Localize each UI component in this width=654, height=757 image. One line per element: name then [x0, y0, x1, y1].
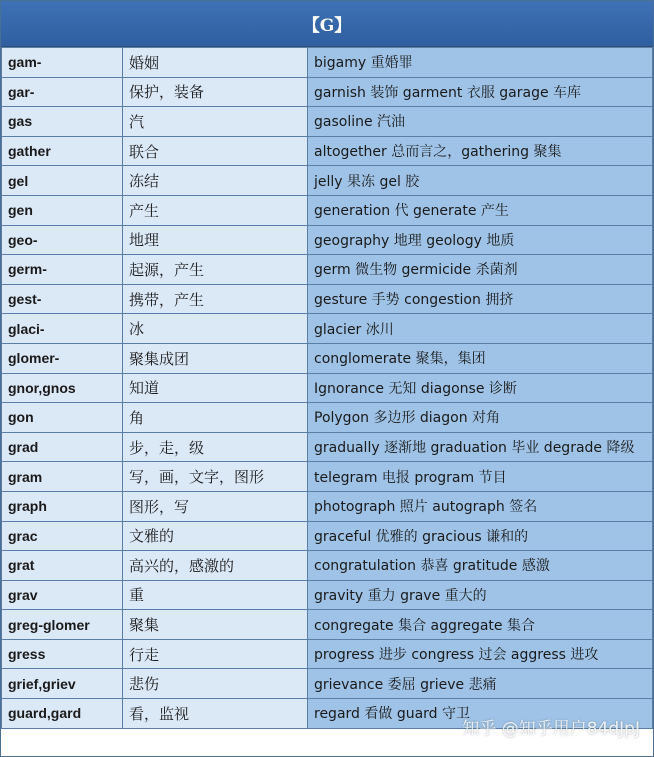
table-row — [2, 343, 653, 373]
examples-cell: gradually 逐渐地 graduation 毕业 degrade 降级 — [308, 432, 653, 462]
root-cell: guard,gard — [2, 699, 123, 729]
meaning-cell: 知道 — [123, 373, 308, 403]
table-row — [2, 107, 653, 137]
examples-cell: graceful 优雅的 gracious 谦和的 — [308, 521, 653, 551]
examples-cell: gravity 重力 grave 重大的 — [308, 580, 653, 610]
meaning-cell: 角 — [123, 403, 308, 433]
examples-cell: Polygon 多边形 diagon 对角 — [308, 403, 653, 433]
table-row — [2, 610, 653, 640]
root-cell: grief,griev — [2, 669, 123, 699]
meaning-cell: 保护，装备 — [123, 77, 308, 107]
table-row — [2, 195, 653, 225]
meaning-cell: 聚集成团 — [123, 343, 308, 373]
table-row — [2, 639, 653, 669]
root-cell: gar- — [2, 77, 123, 107]
root-cell: gen — [2, 195, 123, 225]
root-cell: germ- — [2, 255, 123, 285]
examples-cell: generation 代 generate 产生 — [308, 195, 653, 225]
word-root-grid — [1, 47, 653, 729]
meaning-cell: 冻结 — [123, 166, 308, 196]
meaning-cell: 悲伤 — [123, 669, 308, 699]
examples-cell: telegram 电报 program 节目 — [308, 462, 653, 492]
table-row — [2, 136, 653, 166]
root-cell: glaci- — [2, 314, 123, 344]
table-row — [2, 373, 653, 403]
examples-cell: jelly 果冻 gel 胶 — [308, 166, 653, 196]
examples-cell: bigamy 重婚罪 — [308, 48, 653, 78]
root-cell: geo- — [2, 225, 123, 255]
examples-cell: garnish 装饰 garment 衣服 garage 车库 — [308, 77, 653, 107]
examples-cell: regard 看做 guard 守卫 — [308, 699, 653, 729]
examples-cell: altogether 总而言之，gathering 聚集 — [308, 136, 653, 166]
meaning-cell: 步，走，级 — [123, 432, 308, 462]
root-cell: grac — [2, 521, 123, 551]
root-cell: grat — [2, 551, 123, 581]
root-cell: gon — [2, 403, 123, 433]
meaning-cell: 行走 — [123, 639, 308, 669]
table-row — [2, 284, 653, 314]
examples-cell: Ignorance 无知 diagonse 诊断 — [308, 373, 653, 403]
meaning-cell: 图形，写 — [123, 491, 308, 521]
table-row — [2, 551, 653, 581]
root-cell: gram — [2, 462, 123, 492]
meaning-cell: 聚集 — [123, 610, 308, 640]
root-cell: graph — [2, 491, 123, 521]
root-cell: greg-glomer — [2, 610, 123, 640]
root-cell: gather — [2, 136, 123, 166]
table-row — [2, 403, 653, 433]
meaning-cell: 起源，产生 — [123, 255, 308, 285]
examples-cell: conglomerate 聚集，集团 — [308, 343, 653, 373]
root-cell: gest- — [2, 284, 123, 314]
table-row — [2, 669, 653, 699]
root-cell: grad — [2, 432, 123, 462]
table-row — [2, 314, 653, 344]
table-row — [2, 491, 653, 521]
root-cell: gam- — [2, 48, 123, 78]
table-row — [2, 521, 653, 551]
meaning-cell: 看，监视 — [123, 699, 308, 729]
table-row — [2, 580, 653, 610]
root-cell: glomer- — [2, 343, 123, 373]
root-cell: grav — [2, 580, 123, 610]
examples-cell: photograph 照片 autograph 签名 — [308, 491, 653, 521]
table-body — [2, 48, 653, 729]
root-cell: gas — [2, 107, 123, 137]
watermark: 知乎 @知乎用户84dJpJ — [462, 719, 640, 739]
meaning-cell: 写，画，文字，图形 — [123, 462, 308, 492]
meaning-cell: 重 — [123, 580, 308, 610]
examples-cell: gasoline 汽油 — [308, 107, 653, 137]
meaning-cell: 产生 — [123, 195, 308, 225]
meaning-cell: 联合 — [123, 136, 308, 166]
table-row — [2, 255, 653, 285]
table-row — [2, 432, 653, 462]
root-cell: gel — [2, 166, 123, 196]
examples-cell: germ 微生物 germicide 杀菌剂 — [308, 255, 653, 285]
examples-cell: progress 进步 congress 过会 aggress 进攻 — [308, 639, 653, 669]
examples-cell: congregate 集合 aggregate 集合 — [308, 610, 653, 640]
examples-cell: glacier 冰川 — [308, 314, 653, 344]
meaning-cell: 高兴的，感激的 — [123, 551, 308, 581]
root-cell: gnor,gnos — [2, 373, 123, 403]
examples-cell: congratulation 恭喜 gratitude 感激 — [308, 551, 653, 581]
meaning-cell: 携带，产生 — [123, 284, 308, 314]
meaning-cell: 婚姻 — [123, 48, 308, 78]
table-row — [2, 462, 653, 492]
meaning-cell: 汽 — [123, 107, 308, 137]
table-title: 【G】 — [1, 1, 653, 47]
meaning-cell: 文雅的 — [123, 521, 308, 551]
root-cell: gress — [2, 639, 123, 669]
table-row — [2, 699, 653, 729]
table-row — [2, 77, 653, 107]
examples-cell: geography 地理 geology 地质 — [308, 225, 653, 255]
examples-cell: gesture 手势 congestion 拥挤 — [308, 284, 653, 314]
examples-cell: grievance 委屈 grieve 悲痛 — [308, 669, 653, 699]
table-row — [2, 166, 653, 196]
meaning-cell: 地理 — [123, 225, 308, 255]
table-row — [2, 225, 653, 255]
table-row — [2, 48, 653, 78]
meaning-cell: 冰 — [123, 314, 308, 344]
